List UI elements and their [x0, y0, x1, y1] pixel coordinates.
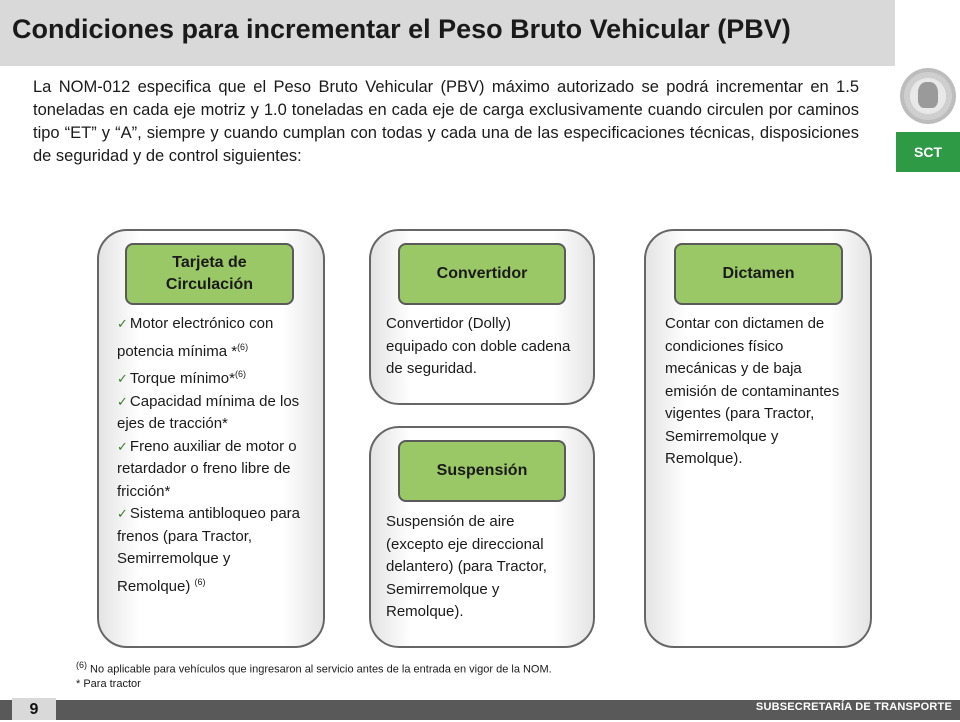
- check-icon: ✓: [117, 371, 128, 386]
- pill-convertidor: Convertidor: [398, 243, 566, 305]
- pill-tarjeta-circulacion: [125, 243, 294, 305]
- tarjeta-checklist: [117, 313, 307, 598]
- pill-suspension: Suspensión: [398, 440, 566, 502]
- footnote-6: $^{(6)}$ No aplicable para vehículos que ingresaron al servicio antes de la entrada en vigor de la NOM.: [76, 660, 552, 676]
- page-number: 9: [12, 698, 56, 720]
- tarjeta-list: [117, 313, 307, 598]
- sct-logo: SCT: [896, 132, 960, 172]
- check-icon: ✓: [117, 393, 128, 409]
- suspension-text: Suspensión de aire (excepto eje direccional delantero) (para Tractor, Semirremolque y Remolque).: [386, 513, 547, 620]
- footnote-tractor: * Para tractor: [76, 678, 141, 690]
- dictamen-text: Contar con dictamen de condiciones físico mecánicas y de baja emisión de contaminantes vigentes (para Tractor, Semirremolque y Remolque).: [665, 315, 840, 467]
- intro-paragraph: La NOM-012 especifica que el Peso Bruto Vehicular (PBV) máximo autorizado se podrá incrementar en 1.5 toneladas en cada eje motriz y 1.0 toneladas en cada eje de carga exclusivamente cuando circulen por caminos tipo “ET” y “A”, siempre y cuando cumplan con todas y cada una de las especificaciones técnicas, disposiciones de seguridad y de control siguientes:: [33, 78, 859, 165]
- convertidor-text: Convertidor (Dolly) equipado con doble cadena de seguridad.: [386, 315, 571, 377]
- pill-tarjeta-line1: Tarjeta de: [172, 254, 247, 271]
- list-item: ✓ Sistema antibloqueo para frenos (para Tractor, Semirremolque y Remolque) $^{(6)}$: [117, 505, 301, 595]
- check-icon: ✓: [117, 316, 128, 331]
- list-item: ✓ Motor electrónico con potencia mínima *$^{(6)}$: [117, 315, 274, 360]
- mexico-seal-icon: [900, 68, 956, 124]
- pill-tarjeta-line2: Circulación: [165, 276, 254, 293]
- check-icon: ✓: [117, 438, 128, 454]
- list-item: ✓ Capacidad mínima de los ejes de tracción*: [117, 392, 300, 432]
- pill-dictamen: Dictamen: [674, 243, 843, 305]
- list-item: ✓ Torque mínimo*$^{(6)}$: [117, 369, 246, 387]
- footer-label: SUBSECRETARÍA DE TRANSPORTE: [755, 701, 952, 713]
- check-icon: ✓: [117, 506, 128, 521]
- page-title: Condiciones para incrementar el Peso Bruto Vehicular (PBV): [12, 14, 791, 44]
- logo: [896, 66, 960, 176]
- list-item: ✓ Freno auxiliar de motor o retardador o freno libre de fricción*: [117, 437, 297, 500]
